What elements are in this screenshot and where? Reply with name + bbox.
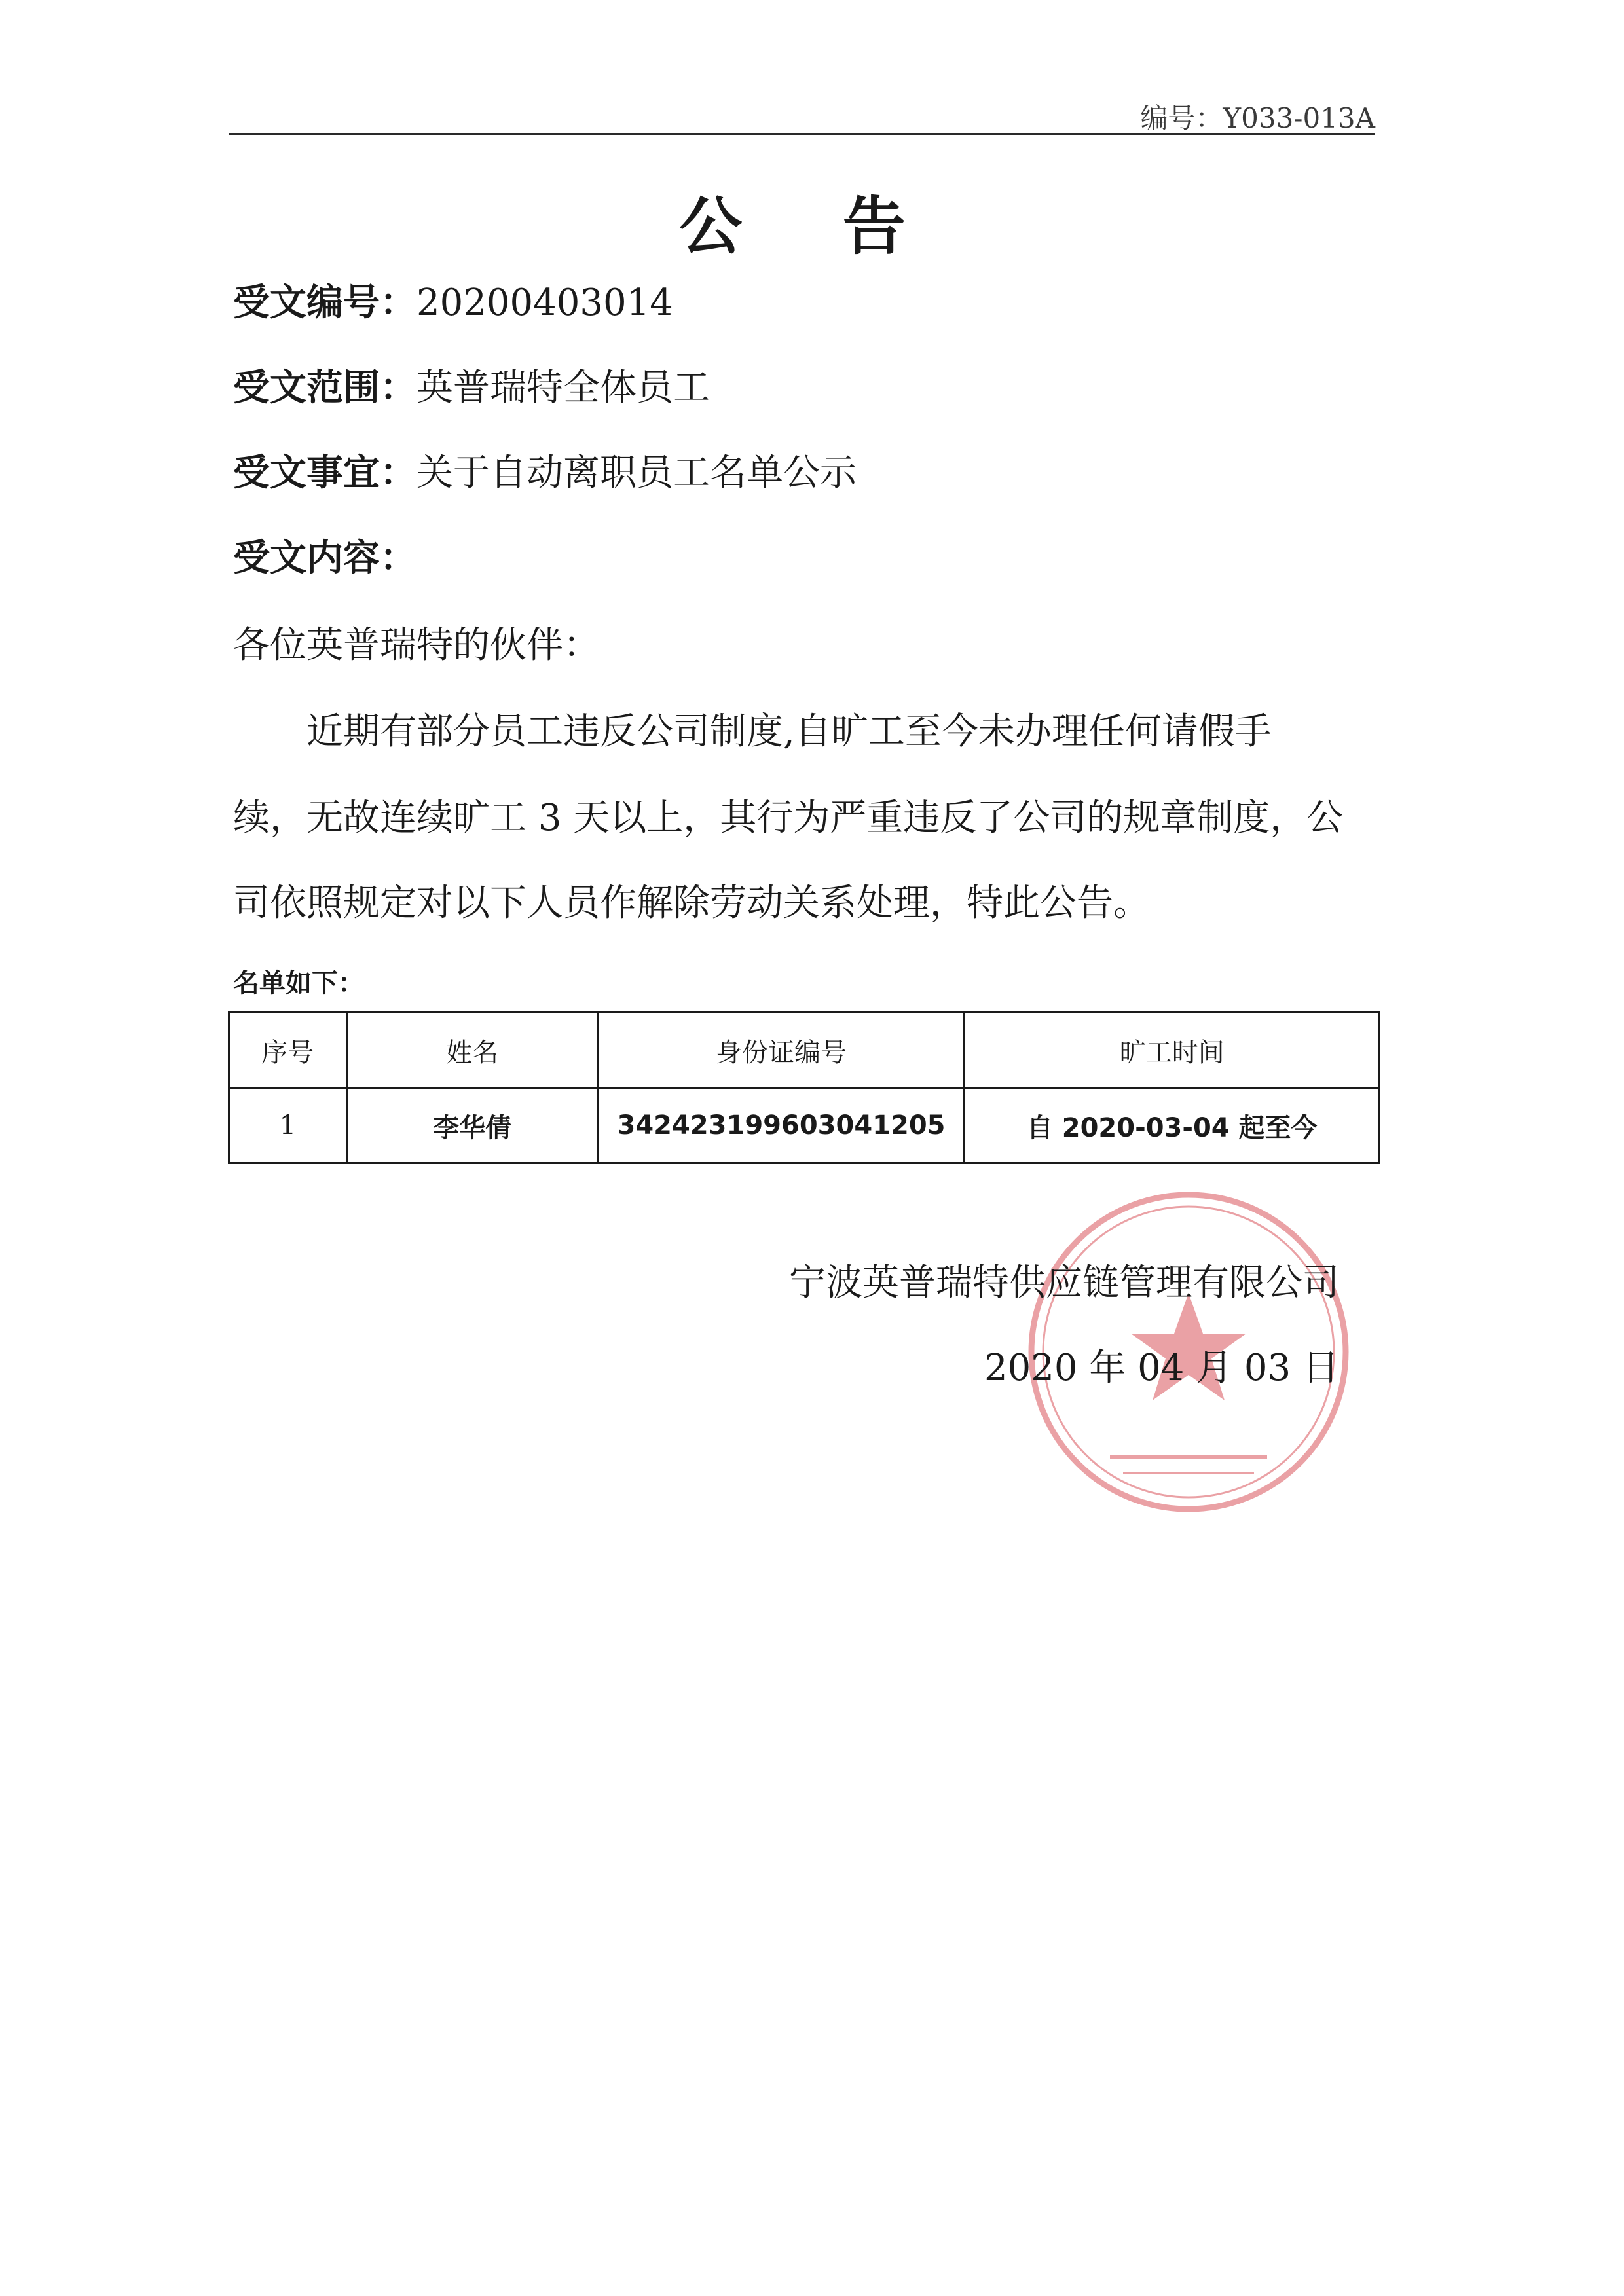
dismissal-table (228, 1011, 1380, 1164)
table-header-cell: 姓名 (346, 1013, 598, 1088)
receipt-scope-field (233, 367, 710, 409)
receipt-matter-label: 受文事宜： (233, 452, 416, 494)
table-row (229, 1088, 1380, 1163)
receipt-number-field (233, 282, 673, 324)
receipt-scope-label: 受文范围： (233, 367, 416, 409)
body-line: 近期有部分员工违反公司制度,自旷工至今未办理任何请假手 (233, 710, 1272, 753)
salutation: 各位英普瑞特的伙伴： (233, 624, 600, 666)
table-cell-id-number: 342423199603041205 (598, 1088, 965, 1163)
body-line: 续，无故连续旷工 3 天以上，其行为严重违反了公司的规章制度，公 (233, 797, 1344, 839)
header-rule (229, 133, 1375, 135)
receipt-number-value: 20200403014 (416, 282, 673, 324)
table-cell-index: 1 (229, 1088, 347, 1163)
receipt-matter-field (233, 452, 857, 494)
page-title: 公 告 (679, 190, 945, 263)
list-label: 名单如下： (233, 968, 364, 998)
receipt-matter-value: 关于自动离职员工名单公示 (416, 452, 857, 494)
table-cell-absence-time: 自 2020-03-04 起至今 (965, 1088, 1380, 1163)
signer-company: 宁波英普瑞特供应链管理有限公司 (789, 1262, 1339, 1304)
table-header-cell: 旷工时间 (965, 1013, 1380, 1088)
table-header-cell: 身份证编号 (598, 1013, 965, 1088)
body-line: 司依照规定对以下人员作解除劳动关系处理，特此公告。 (233, 882, 1150, 924)
table-cell-name: 李华倩 (346, 1088, 598, 1163)
document-number: 编号：Y033-013A (1140, 102, 1375, 134)
receipt-scope-value: 英普瑞特全体员工 (416, 367, 710, 409)
receipt-content-label: 受文内容： (233, 537, 416, 579)
receipt-content-field (233, 537, 416, 579)
signer-date: 2020 年 04 月 03 日 (984, 1347, 1339, 1389)
table-header-row (229, 1013, 1380, 1088)
table-header-cell: 序号 (229, 1013, 347, 1088)
receipt-number-label: 受文编号： (233, 282, 416, 324)
